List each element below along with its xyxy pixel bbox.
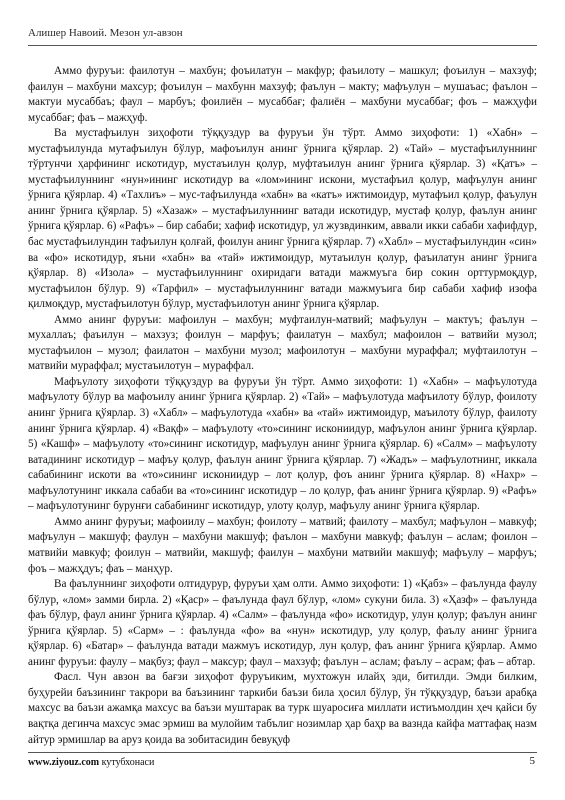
paragraph: Ва фаълуннинг зиҳофоти олтидурур, фуруъи ҳам олти. Аммо зиҳофоти: 1) «Қабз» – фаълунда фаулу бўлур, «лом» замми бирла. 2) «Қаср» – фаълунда фаул бўлур, «лом» сукуни била. 3) «Ҳазф» – фаълунда фаъ бўлур, фаул анинг ўрнига қўярлар. 4) «Салм» – фаълунда «фо» искотидур, улун қолур; фаълун анинг ўрнига қўярлар. 5) «Сарм» – : фаълунда «фо» ва «нун» искотидур, улу қолур, фаълу анинг ўрнига қўярлар. 6) «Батар» – фаълунда ватади мажмуъ искотидур, лун қолур, фаъ анинг ўрнига қўярлар. Аммо анинг фуруъи: фаулу – мақбуз; фаул – максур; фаул – махзуф; фаълун – аслам; фаълу – асрам; фаъ – абтар. [28,578,537,668]
footer-library-label: кутубхонаси [101,757,155,768]
paragraph: Аммо анинг фуруъи; мафоиилу – махбун; фоилоту – матвий; фаилоту – махбул; мафъулон – мавкуф; мафъулун – макшуф; фаулун – махбуни макшуф; фаълон – махбуни мавкуф; фаълун – аслам; фоилон – матвийи мавкуф; фоилун – матвийи, макшуф; фаилун – махбуни матвийи макшуф; мафъулу – марфуъ; фоъ – мажҳдуъ; фаъ – манҳур. [28,515,537,575]
body-text [28,64,537,748]
paragraph: Ва мустафъилун зиҳофоти тўққуздур ва фуруъи ўн тўрт. Аммо зиҳофоти: 1) «Хабн» – мустафъилунда мутафъилун бўлур, мафоъилун анинг ўрнига қўярлар. 2) «Тай» – мустафъилуннинг тўртунчи ҳарфининг искотидур, мустаъилун қолур, муфтаъилун анинг ўрнига қўярлар. 3) «Қатъ» – мустафъилуннинг «нун»ининг искотидур ва «лом»ининг искони, мустафъил қолур, мафъулун анинг ўрнига қўярлар. 4) «Тахлиъ» – мус-тафъилунда «хабн» ва «катъ» ижтимоидур, мутафъил қолур, фаъулун анинг ўрнига қўярлар. 5) «Хазаж» – мустафъилуннинг ватади искотидур, мустаф қолур, фаълун анинг ўрнига қўярлар. 6) «Рафъ» – бир сабаби; хафиф искотидур, ул жузвдинким, аввали икки сабаби хафифдур, бас мустафъилундин тафъилун қолғай, фоилун анинг ўрнига қўярлар. 7) «Хабл» – мустафъилундин «син» ва «фо» искотидур, яъни «хабн» ва «тай» ижтимоидур, мутаъилун қолур, фаъилатун анинг ўрнига қўярлар. 8) «Изола» – мустафъилуннинг охиридаги ватади мажмуъга бир сокин орттурмоқдур, мустафъилон бўлур. 9) «Тарфил» – мустафъилуннинг ватади мажмуъига бир сабаби хафиф изофа қилмоқдур, мустафъилотун бўлур, мустафъилотун анинг ўрнига қўярлар. [28,127,537,311]
header-divider [28,45,537,46]
paragraph: Мафъулоту зиҳофоти тўққуздур ва фуруъи ўн тўрт. Аммо зиҳофоти: 1) «Хабн» – мафъулотуда мафъулоту бўлур ва мафоъилу анинг ўрнига қўярлар. 2) «Тай» – мафъулотуда мафъилоту бўлур, фоилоту анинг ўрнига қўярлар. 3) «Хабл» – мафъулотуда «хабн» ва «тай» ижтимоидур, маъилоту бўлур, фаилоту анинг ўрнига қўярлар. 4) «Вақф» – мафъулоту «то»сининг искониидур, мафъулон анинг ўрнига қўярлар. 5) «Кашф» – мафъулоту «то»сининг искотидур, мафъулун анинг ўрнига қўярлар. 6) «Салм» – мафъулоту ватадининг искотидур – мафъу қолур, фаълун анинг ўрнига қўярлар. 7) «Жадъ» – мафъулотнинг, иккала сабабининг искоти ва «то»сининг искониидур – лот қолур, фоъ анинг ўрнига қўярлар. 8) «Нахр» – мафъулотунинг иккала сабаби ва «то»сининг искотидур – ло қолур, фаъ анинг ўрнига қўярлар. 9) «Рафъ» – мафъулотунинг бурунғи сабабининг искотидур, улоту қолур, мафъулу анинг ўрнига қўярлар. [28,375,537,513]
footer-source [28,757,154,768]
paragraph: Аммо фуруъи: фаилотун – махбун; фоъилатун – макфур; фаъилоту – машкул; фоъилун – махзуф; фаилун – махбуни махсур; фоъилун – махбунн махзуф; фаълун – макту; мафъулун – мушаъас; фаълон – мактуи мусаббаъ; фаул – марбуъ; фоилиён – мусаббағ; фалиён – махбуни мусаббағ; фоъ – мажҳуфи мусаббағ; фаъ – мажҳуф. [28,65,537,124]
paragraph: Аммо анинг фуруъи: мафоилун – махбун; муфтаилун-матвий; мафъулун – мактуъ; фаълун – мухаллаъ; фаъилун – махзуз; фоилун – марфуъ; фаилатун – махбул; мафоилон – ватвийи музол; мустафъилон – музол; фаилатон – махбуни музол; мафоилотун – махбуни мураффал; муфтаилотун – матвийи мураффал; мустаъилотун – мураффал. [28,313,537,373]
running-header: Алишер Навоий. Мезон ул-авзон [28,27,183,39]
paragraph: Фасл. Чун авзон ва бағзи зиҳофот фуруъиким, мухтожун илайҳ эди, битилди. Эмди билким, буҳурейи баъзининг такрори ва баъзининг таркиби баъзи била ҳосил бўлур, ўн тўққуздур, баъзи арабқа махсус ва баъзи ажамқа махсус ва баъзи муштарак ва турк шуаросиға миллати истиъмолдин ҳеч қайси бу вақтқа дегинча махсус эмас эрмиш ва мулойим табълиг нозимлар ҳар баҳр ва вазнда кайфа маттафақ назм айтур эрмишлар ва аруз қоида ва зобитасидин бевуқуф [28,671,537,746]
footer-divider [28,752,537,753]
footer-site-link[interactable]: www.ziyouz.com [28,757,100,768]
page-number: 5 [529,755,535,767]
